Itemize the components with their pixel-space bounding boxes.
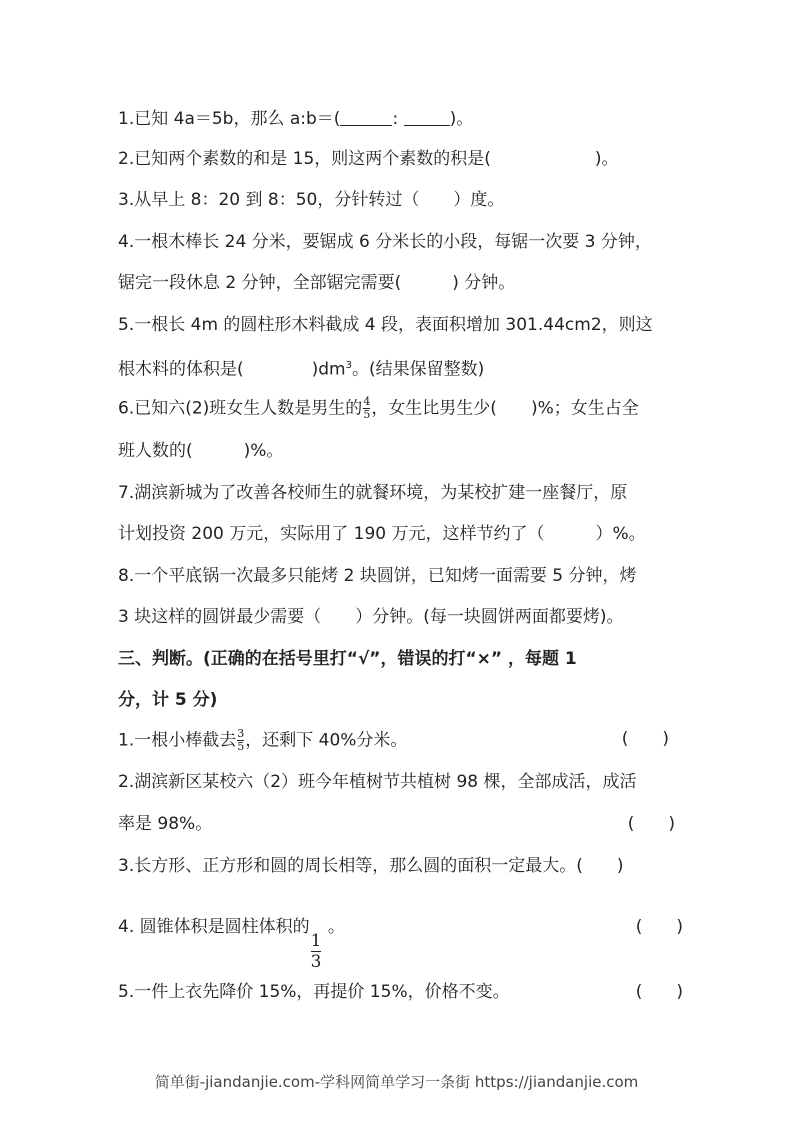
question-2-text: 2.已知两个素数的和是 15，则这两个素数的积是( [118, 149, 491, 169]
judgment-1-text-cont: ，还剩下 40%分米。 [245, 730, 408, 751]
judgment-4-end: 。 [322, 917, 345, 937]
judgment-4 [118, 916, 683, 972]
judgment-2-text: 率是 98%。 [118, 814, 213, 834]
question-8-line-2: 3 块这样的圆饼最少需要（ ）分钟。(每一块圆饼两面都要烤)。 [118, 607, 624, 627]
fraction-numerator: 4 [363, 395, 371, 408]
question-2 [118, 148, 683, 170]
question-5-line-1: 5.一根长 4m 的圆柱形木料截成 4 段，表面积增加 301.44cm2，则这 [118, 315, 653, 335]
question-2-end: )。 [594, 149, 619, 169]
judgment-5 [118, 981, 683, 1003]
fraction-numerator: 1 [310, 931, 322, 951]
judgment-2-line-1: 2.湖滨新区某校六（2）班今年植树节共植树 98 棵，全部成活，成活 [118, 772, 637, 792]
question-1-text: 1.已知 4a＝5b，那么 a:b＝( [118, 109, 341, 129]
judgment-2-line-2 [118, 813, 683, 835]
question-1-end: )。 [449, 109, 474, 129]
question-4-line-2: 锯完一段休息 2 分钟，全部锯完需要( ) 分钟。 [118, 273, 516, 293]
judgment-4-text: 4. 圆锥体积是圆柱体积的 [118, 917, 310, 937]
question-6-text: 6.已知六(2)班女生人数是男生的 [118, 398, 363, 419]
fraction [311, 931, 322, 972]
question-1 [118, 108, 683, 130]
question-5-text: 根木料的体积是( )dm [118, 359, 346, 380]
section-heading-cont: 分，计 5 分) [118, 690, 218, 710]
section-heading: 三、判断。(正确的在括号里打“√”，错误的打“×” ，每题 1 [118, 649, 577, 669]
answer-blank[interactable] [404, 109, 450, 126]
answer-parentheses[interactable]: ( ) [635, 917, 683, 937]
judgment-5-text: 5.一件上衣先降价 15%，再提价 15%，价格不变。 [118, 982, 510, 1002]
question-3: 3.从早上 8：20 到 8：50，分针转过（ ）度。 [118, 190, 505, 210]
question-7-line-2: 计划投资 200 万元，实际用了 190 万元，这样节约了（ ）%。 [118, 524, 646, 544]
question-4-line-1: 4.一根木棒长 24 分米，要锯成 6 分米长的小段，每锯一次要 3 分钟， [118, 232, 652, 252]
question-5-line-2 [118, 355, 683, 381]
question-1-colon: : [392, 109, 399, 129]
question-7-line-1: 7.湖滨新城为了改善各校师生的就餐环境，为某校扩建一座餐厅，原 [118, 483, 628, 503]
fraction-denominator: 3 [310, 952, 322, 972]
answer-parentheses[interactable]: ( ) [627, 814, 675, 834]
question-6-line-2: 班人数的( )%。 [118, 441, 284, 461]
fraction [237, 728, 244, 753]
answer-parentheses[interactable]: ( ) [635, 982, 683, 1002]
question-5-note: 。(结果保留整数) [352, 359, 485, 380]
cube-exponent: 3 [345, 360, 352, 371]
fraction [363, 396, 370, 421]
fraction-denominator: 5 [237, 740, 245, 753]
question-6-line-1 [118, 396, 683, 421]
question-6-text-cont: ，女生比男生少( )%；女生占全 [371, 398, 639, 419]
page-footer: 简单街-jiandanjie.com-学科网简单学习一条街 https://jiandanjie.com [154, 1073, 639, 1091]
answer-blank[interactable] [340, 109, 392, 126]
question-8-line-1: 8.一个平底锅一次最多只能烤 2 块圆饼，已知烤一面需要 5 分钟，烤 [118, 566, 637, 586]
fraction-denominator: 5 [363, 408, 371, 421]
judgment-3: 3.长方形、正方形和圆的周长相等，那么圆的面积一定最大。( ) [118, 856, 624, 876]
answer-parentheses[interactable]: ( ) [621, 729, 669, 749]
judgment-1-text: 1.一根小棒截去 [118, 730, 237, 751]
judgment-1 [118, 728, 683, 753]
fraction-numerator: 3 [237, 727, 245, 740]
